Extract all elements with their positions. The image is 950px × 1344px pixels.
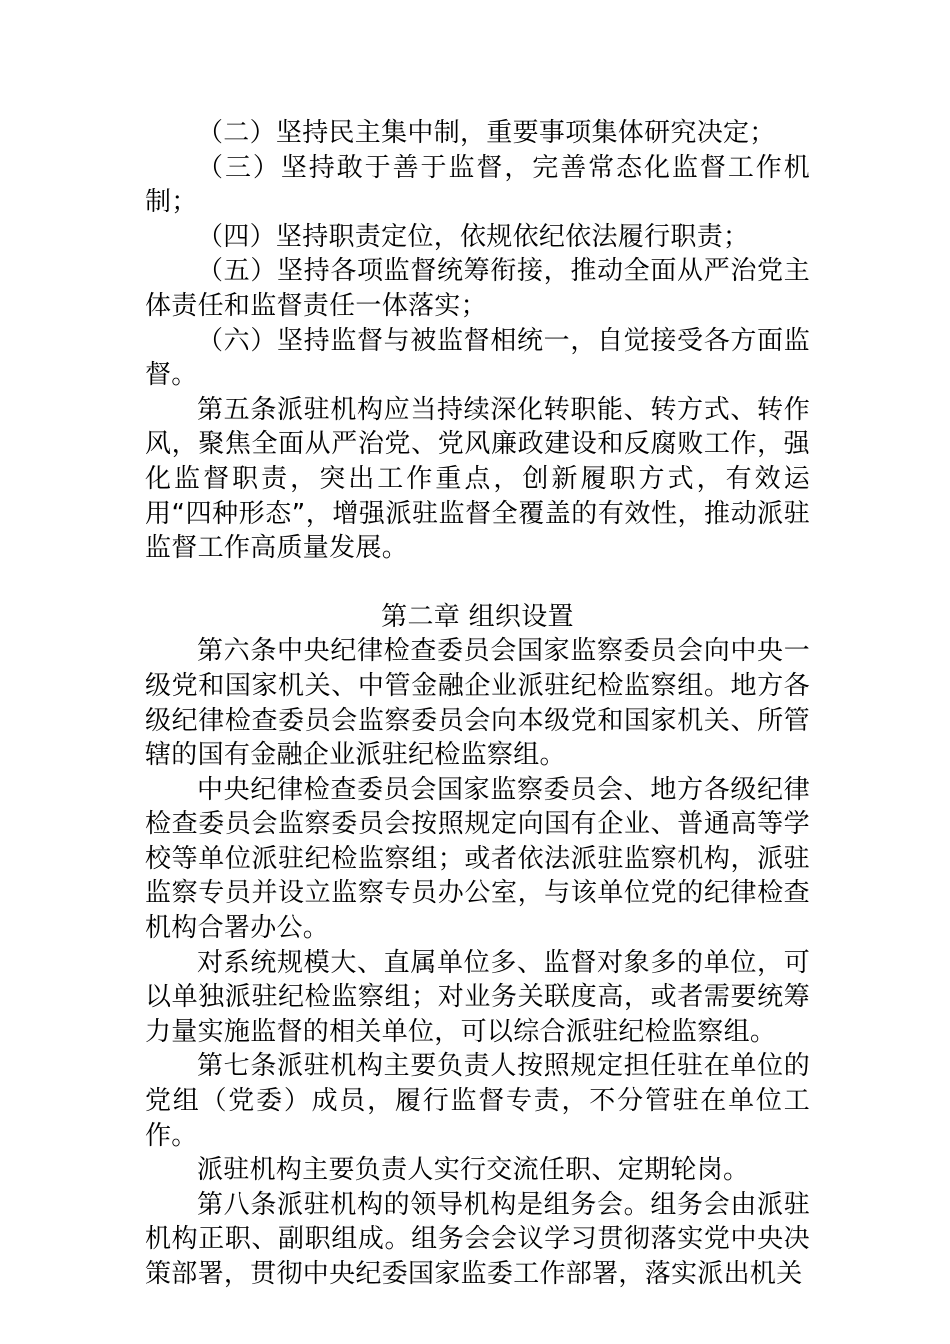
paragraph-principle-2: （二）坚持民主集中制，重要事项集体研究决定； (197, 118, 776, 148)
paragraph-article-7: 第七条派驻机构主要负责人按照规定担任驻在单位的党组（党委）成员，履行监督专责，不分管驻在单位工作。 (145, 1051, 810, 1151)
paragraph-article-6-scope: 对系统规模大、直属单位多、监督对象多的单位，可以单独派驻纪检监察组；对业务关联度高，或者需要统筹力量实施监督的相关单位，可以综合派驻纪检监察组。 (145, 947, 810, 1047)
paragraph-article-7-rotation: 派驻机构主要负责人实行交流任职、定期轮岗。 (197, 1155, 750, 1186)
paragraph-principle-4: （四）坚持职责定位，依规依纪依法履行职责； (197, 221, 750, 252)
chapter-heading: 第二章 组织设置 (381, 601, 574, 632)
paragraph-article-5: 第五条派驻机构应当持续深化转职能、转方式、转作风，聚焦全面从严治党、党风廉政建设和反腐败工作，强化监督职责，突出工作重点，创新履职方式，有效运用“四种形态”，增强派驻监督全覆盖的有效性，推动派驻监督工作高质量发展。 (145, 394, 810, 564)
paragraph-principle-3: （三）坚持敢于善于监督，完善常态化监督工作机制； (145, 152, 810, 218)
paragraph-principle-6: （六）坚持监督与被监督相统一，自觉接受各方面监督。 (145, 325, 810, 391)
paragraph-article-6-cont: 中央纪律检查委员会国家监察委员会、地方各级纪律检查委员会监察委员会按照规定向国有企业、普通高等学校等单位派驻纪检监察组；或者依法派驻监察机构，派驻监察专员并设立监察专员办公室，与该单位党的纪律检查机构合署办公。 (145, 774, 810, 944)
paragraph-principle-5: （五）坚持各项监督统筹衔接，推动全面从严治党主体责任和监督责任一体落实； (145, 256, 810, 321)
paragraph-article-8: 第八条派驻机构的领导机构是组务会。组务会由派驻机构正职、副职组成。组务会会议学习贯彻落实党中央决策部署，贯彻中央纪委国家监委工作部署，落实派出机关 (145, 1189, 810, 1289)
document-body (145, 116, 810, 1292)
paragraph-article-6: 第六条中央纪律检查委员会国家监察委员会向中央一级党和国家机关、中管金融企业派驻纪检监察组。地方各级纪律检查委员会监察委员会向本级党和国家机关、所管辖的国有金融企业派驻纪检监察组。 (145, 636, 810, 771)
